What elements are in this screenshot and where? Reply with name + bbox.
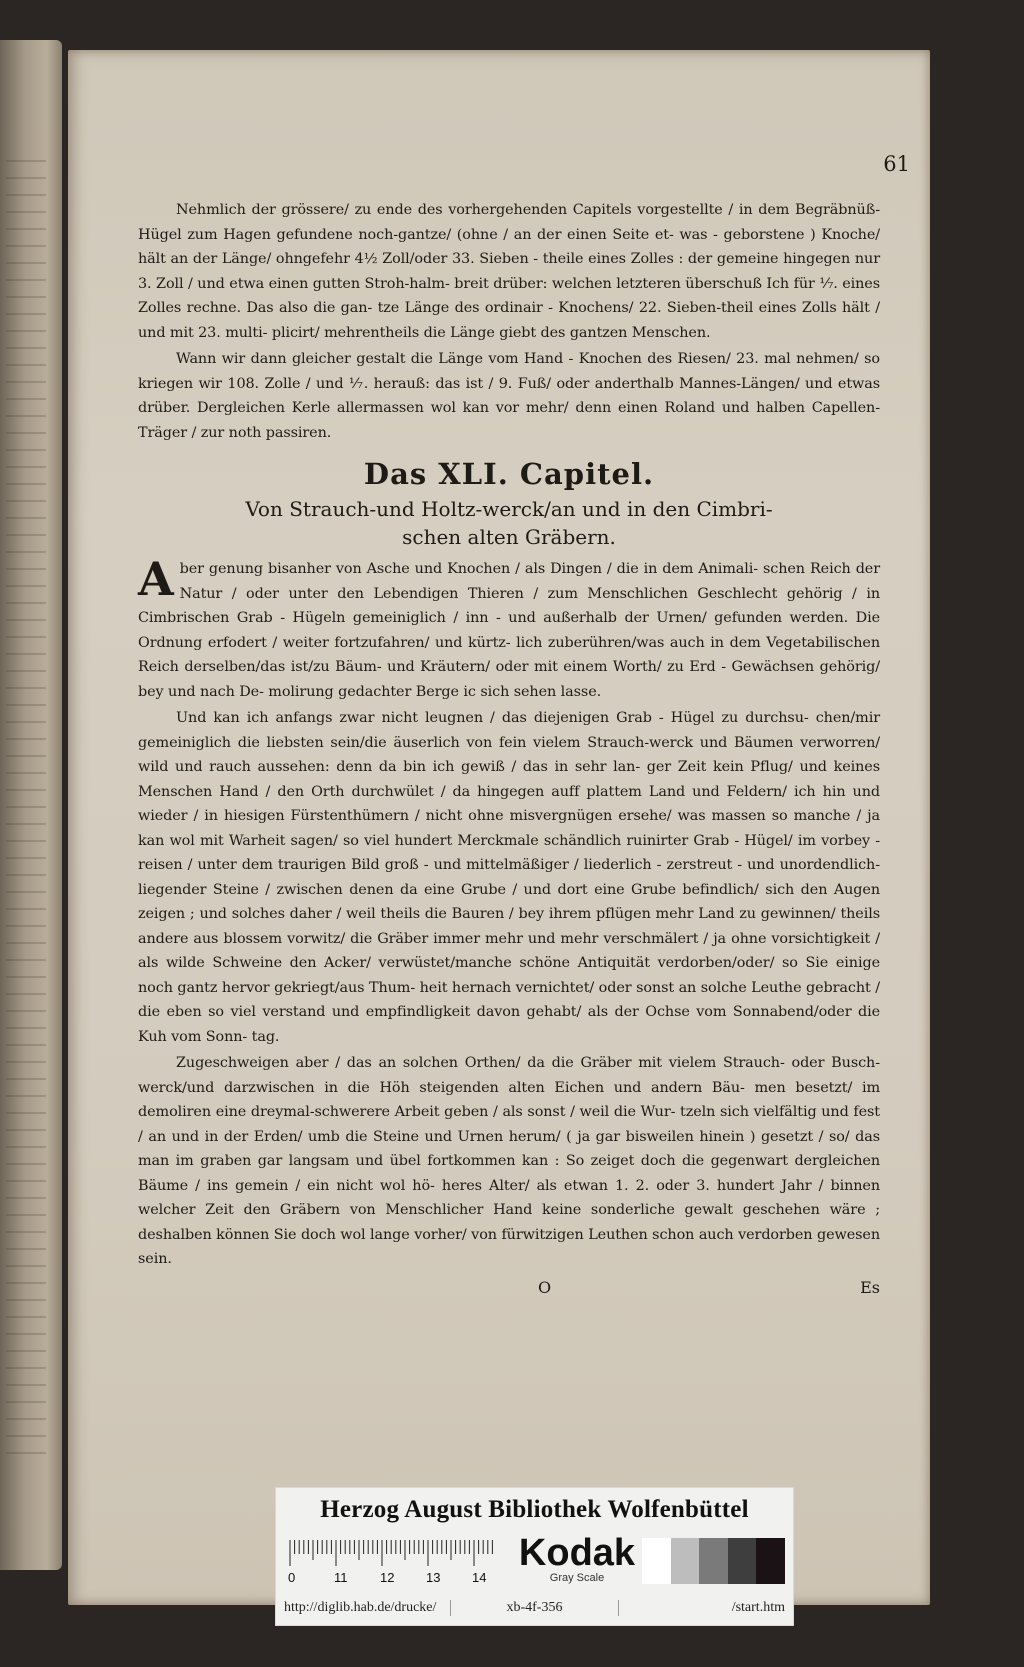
catchword: Es xyxy=(860,1277,880,1297)
adjacent-page-text xyxy=(6,160,46,1460)
page-text xyxy=(138,158,880,1297)
kodak-logo xyxy=(512,1534,642,1584)
signature-mark: O xyxy=(538,1277,552,1297)
ruler-label: 11 xyxy=(334,1570,348,1585)
paragraph-2: Wann wir dann gleicher gestalt die Länge vom Hand - Knochen des Riesen/ 23. mal nehmen/ so kriegen wir 108. Zolle / und ⅐. herauß: das ist / 9. Fuß/ oder anderthalb Mannes-Längen/ und etwas drüber. Dergleichen Kerle allermassen wol kan vor mehr/ denn einen Roland und halben Capellen-Träger / zur noth passiren. xyxy=(138,351,880,441)
ruler-label: 0 xyxy=(288,1570,296,1585)
ruler-label: 14 xyxy=(472,1570,487,1585)
book-page xyxy=(68,50,930,1605)
page-number: 61 xyxy=(883,152,910,176)
card-footer xyxy=(284,1600,785,1616)
url-right: /start.htm xyxy=(618,1600,785,1616)
gray-patch xyxy=(642,1538,671,1584)
kodak-word: Kodak xyxy=(518,1532,636,1574)
url-middle: xb-4f-356 xyxy=(450,1600,617,1616)
kodak-subtitle: Gray Scale xyxy=(549,1572,605,1584)
url-left: http://diglib.hab.de/drucke/ xyxy=(284,1600,437,1615)
adjacent-page-edge xyxy=(0,40,62,1570)
gray-patch xyxy=(728,1538,757,1584)
chapter-paragraph-1 xyxy=(138,552,880,704)
page-footer xyxy=(138,1278,880,1297)
paragraph-1: Nehmlich der grössere/ zu ende des vorhergehenden Capitels vorgestellte / in dem Begräbnüß-Hügel zum Hagen gefundene noch-gantze/ (ohne / an der einen Seite et- was - geborstene ) Knoche/ hält an der Länge/ ohngefehr 4½ Zoll/oder 33. Sieben - theile eines Zolles : der gemeine hingegen nur 3. Zoll / und etwa einen gutten Stroh-halm- breit drüber: welchen letzteren überschuß Ich für ⅐. eines Zolles rechne. Das also die gan- tze Länge des ordinair - Knochens/ 22. Sieben-theil eines Zolls hält / und mit 23. multi- plicirt/ mehrentheils die Länge giebt des gantzen Menschen. xyxy=(138,202,880,341)
drop-cap: A xyxy=(138,552,174,606)
chapter-subtitle xyxy=(138,495,880,551)
ruler-label: 12 xyxy=(380,1570,395,1585)
library-color-card xyxy=(275,1487,794,1626)
chapter-paragraph-3: Zugeschweigen aber / das an solchen Orthen/ da die Gräber mit vielem Strauch- oder Busch-werck/und darzwischen in die Höh steigenden alten Eichen und andern Bäu- men besetzt/ im demoliren eine dreymal-schwerere Arbeit geben / als sonst / weil die Wur- tzeln sich vielfältig und fest / an und in der Erden/ umb die Steine und Urnen herum/ ( ja gar bisweilen hinein ) gesetzt / so/ das man im graben gar langsam und übel fortkommen kan : So zeiget doch die gegenwart dergleichen Bäume / ins gemein / ein nicht wol hö- heres Alter/ als etwan 1. 2. oder 3. hundert Jahr / binnen welcher Zeit den Gräbern von Menschlicher Hand keine sonderliche gewalt geschehen wäre ; deshalben können Sie doch wol lange vorher/ von fürwitzigen Leuthen schon auch verdorben gewesen sein. xyxy=(138,1055,880,1267)
gray-patch xyxy=(699,1538,728,1584)
chapter-title: Das XLI. Capitel. xyxy=(363,457,655,491)
chapter-paragraph-2: Und kan ich anfangs zwar nicht leugnen / das diejenigen Grab - Hügel zu durchsu- chen/mir gemeiniglich die liebsten sein/die äuserlich von fein vielem Strauch-werck und Bäumen verworren/ wild und rauch aussehen: denn da bin ich gewiß / das in sehr lan- ger Zeit kein Pflug/ und keines Menschen Hand / den Orth durchwület / da hingegen auff plattem Land und Feldern/ ich hin und wieder / in hiesigen Fürstenthümern / nicht ohne misvergnügen ersehe/ was massen so manche / ja kan wol mit Warheit sagen/ so viel hundert Merckmale schändlich ruinirter Grab - Hügel/ im vorbey - reisen / unter dem traurigen Bild groß - und mittelmäßiger / liederlich - zerstreut - und unordendlich- liegender Steine / zwischen denen da eine Grube / und dort eine Grube befindlich/ sich den Augen zeigen ; und solches daher / weil theils die Bauren / bey ihrem pflügen mehr Land zu gewinnen/ theils andere aus blossem vorwitz/ die Gräber immer mehr und mehr verschmälert / ja ohne vorsichtigkeit / als wilde Schweine den Acker/ verwüstet/manche schöne Antiquität verdorben/oder/ so Sie einige noch gantz hervor gekriegt/aus Thum- heit hernach vernichtet/ oder sonst an solche Leuthe gebracht / die eben so viel verstand und empfindligkeit davon gehabt/ als der Ochse vom Sonnabend/oder die Kuh vom Sonn- tag. xyxy=(138,710,880,1045)
chapter-subtitle-line-1: Von Strauch-und Holtz-werck/an und in den Cimbri- xyxy=(245,497,773,521)
measurement-ruler xyxy=(284,1536,504,1588)
chapter-paragraph-1-text: ber genung bisanher von Asche und Knochen / als Dingen / die in dem Animali- schen Reich der Natur / oder unter den Lebendigen Thieren / zum Menschlichen Geschlecht gehörig / in Cimbrischen Grab - Hügeln gemeiniglich / inn - und außerhalb der Urnen/ gefunden werden. Die Ordnung erfodert / weiter fortzufahren/ und kürtz- lich zuberühren/was auch in dem Vegetabilischen Reich derselben/das ist/zu Bäum- und Kräutern/ oder mit einem Worth/ zu Erd - Gewächsen gehörig/ bey und nach De- molirung gedachter Berge ic sich sehen lasse. xyxy=(138,561,880,700)
library-name: Herzog August Bibliothek Wolfenbüttel xyxy=(320,1496,749,1523)
gray-scale-patches xyxy=(642,1538,785,1584)
ruler-graphic xyxy=(284,1536,504,1588)
ruler-label: 13 xyxy=(426,1570,441,1585)
gray-patch xyxy=(756,1538,785,1584)
chapter-subtitle-line-2: schen alten Gräbern. xyxy=(402,525,616,549)
gray-patch xyxy=(671,1538,700,1584)
